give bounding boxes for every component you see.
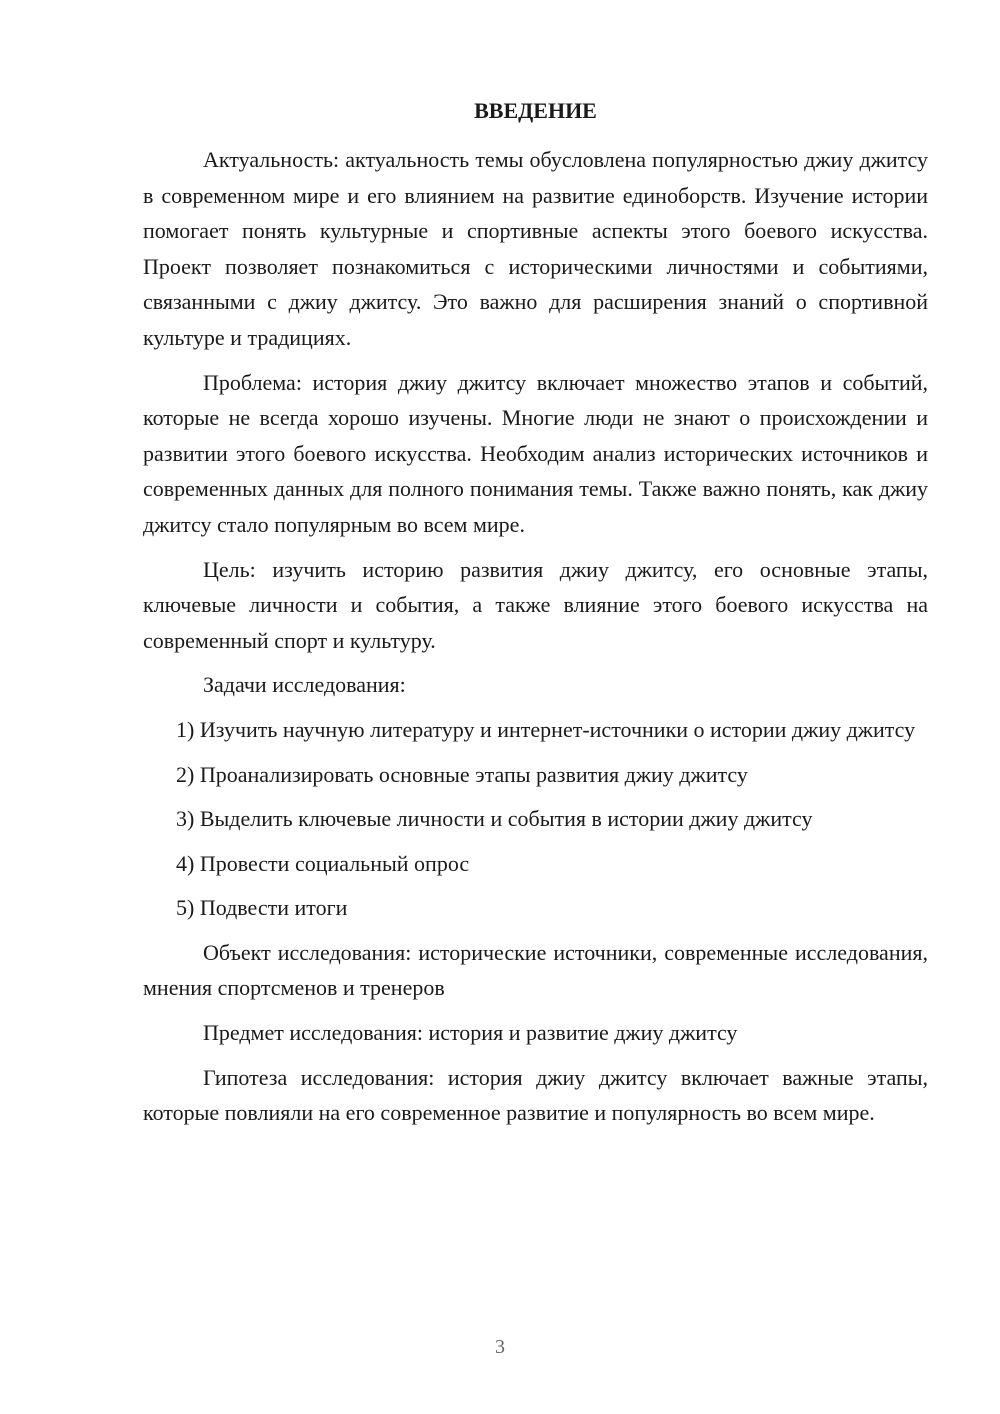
task-item-5: 5) Подвести итоги: [176, 895, 348, 921]
paragraph-object: Объект исследования: исторические источники, современные исследования, мнения спортсменов и тренеров: [143, 939, 928, 1001]
paragraph-relevance: Актуальность: актуальность темы обусловлена популярностью джиу джитсу в современном мире и его влиянием на развитие единоборств. Изучение истории помогает понять культурные и спортивные аспекты этого боевого искусства. Проект позволяет познакомиться с историческими личностями и событиями, связанными с джиу джитсу. Это важно для расширения знаний о спортивной культуре и традициях.: [143, 147, 928, 350]
task-item-2: 2) Проанализировать основные этапы развития джиу джитсу: [176, 761, 748, 787]
paragraph-hypothesis: Гипотеза исследования: история джиу джитсу включает важные этапы, которые повлияли на его современное развитие и популярность во всем мире.: [143, 1064, 928, 1126]
task-item-1: 1) Изучить научную литературу и интернет-источники о истории джиу джитсу: [176, 716, 916, 742]
tasks-heading: Задачи исследования:: [203, 672, 406, 698]
paragraph-problem: Проблема: история джиу джитсу включает множество этапов и событий, которые не всегда хорошо изучены. Многие люди не знают о происхождении и развитии этого боевого искусства. Необходим анализ исторических источников и современных данных для полного понимания темы. Также важно понять, как джиу джитсу стало популярным во всем мире.: [143, 369, 928, 537]
page-number: 3: [495, 1336, 505, 1358]
task-item-3: 3) Выделить ключевые личности и события в истории джиу джитсу: [176, 806, 813, 832]
document-body: [143, 142, 928, 1140]
task-item-4: 4) Провести социальный опрос: [176, 850, 470, 876]
paragraph-goal: Цель: изучить историю развития джиу джитсу, его основные этапы, ключевые личности и события, а также влияние этого боевого искусства на современный спорт и культуру.: [143, 556, 928, 653]
section-title: ВВЕДЕНИЕ: [474, 98, 597, 123]
paragraph-subject: Предмет исследования: история и развитие джиу джитсу: [203, 1020, 738, 1046]
